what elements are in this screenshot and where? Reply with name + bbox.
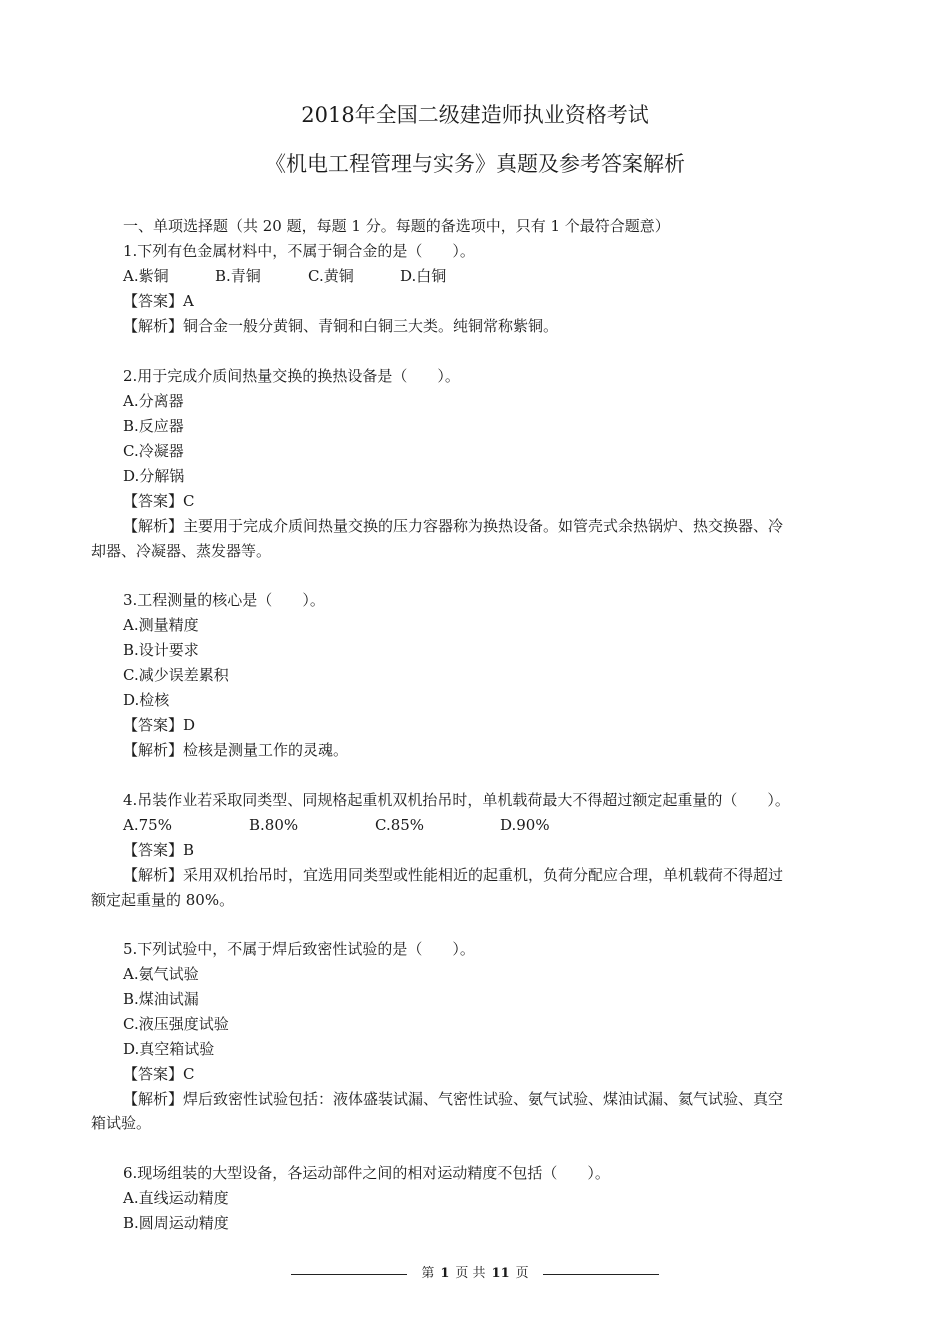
question-5-answer: 【答案】C [123, 1065, 195, 1083]
question-4-analysis-line-2: 额定起重量的 80%。 [91, 891, 235, 909]
question-3-analysis: 【解析】检核是测量工作的灵魂。 [123, 741, 349, 759]
footer-suffix: 页 [515, 1266, 529, 1281]
page-footer [0, 1265, 950, 1283]
question-2-analysis-line-1: 【解析】主要用于完成介质间热量交换的压力容器称为换热设备。如管壳式余热锅炉、热交换器、冷 [123, 517, 784, 535]
question-6-option-b: B.圆周运动精度 [123, 1214, 229, 1232]
document-title: 2018年全国二级建造师执业资格考试 [301, 103, 649, 127]
question-4-answer: 【答案】B [123, 841, 195, 859]
question-4-option-a: A.75% [123, 816, 172, 834]
question-2-stem: 2.用于完成介质间热量交换的换热设备是（ ）。 [123, 367, 460, 385]
footer-prefix: 第 [421, 1266, 435, 1281]
question-3-option-c: C.减少误差累积 [123, 666, 229, 684]
question-4-options [123, 815, 550, 835]
question-5-option-b: B.煤油试漏 [123, 990, 199, 1008]
document-subtitle: 《机电工程管理与实务》真题及参考答案解析 [265, 152, 685, 176]
question-2-analysis-line-2: 却器、冷凝器、蒸发器等。 [91, 542, 272, 560]
footer-middle: 页 共 [455, 1266, 486, 1281]
question-1-analysis: 【解析】铜合金一般分黄铜、青铜和白铜三大类。纯铜常称紫铜。 [123, 317, 559, 335]
question-5-stem: 5.下列试验中，不属于焊后致密性试验的是（ ）。 [123, 940, 475, 958]
question-1-option-c: C.黄铜 [308, 267, 354, 285]
question-3-option-b: B.设计要求 [123, 641, 199, 659]
question-5-analysis-line-1: 【解析】焊后致密性试验包括：液体盛装试漏、气密性试验、氨气试验、煤油试漏、氦气试验、真空 [123, 1090, 784, 1108]
question-6-stem: 6.现场组装的大型设备，各运动部件之间的相对运动精度不包括（ ）。 [123, 1164, 610, 1182]
question-5-option-a: A.氨气试验 [123, 965, 199, 983]
question-1-option-a: A.紫铜 [123, 267, 169, 285]
question-2-option-d: D.分解锅 [123, 467, 185, 485]
footer-current-page: 1 [440, 1266, 450, 1281]
footer-rule-left [291, 1274, 407, 1275]
question-4-option-b: B.80% [249, 816, 299, 834]
footer-total-pages: 11 [491, 1266, 510, 1281]
question-2-option-b: B.反应器 [123, 417, 184, 435]
section-heading: 一、单项选择题（共 20 题，每题 1 分。每题的备选项中，只有 1 个最符合题意） [123, 217, 670, 235]
question-5-option-c: C.液压强度试验 [123, 1015, 229, 1033]
question-4-option-c: C.85% [375, 816, 425, 834]
question-2-answer: 【答案】C [123, 492, 195, 510]
question-5-analysis-line-2: 箱试验。 [91, 1114, 152, 1132]
question-6-option-a: A.直线运动精度 [123, 1189, 229, 1207]
question-4-stem: 4.吊装作业若采取同类型、同规格起重机双机抬吊时，单机载荷最大不得超过额定起重量的（ ）。 [123, 791, 790, 809]
question-1-option-b: B.青铜 [215, 267, 261, 285]
question-1-stem: 1.下列有色金属材料中，不属于铜合金的是（ ）。 [123, 242, 475, 260]
question-1-answer: 【答案】A [123, 292, 194, 310]
question-1-option-d: D.白铜 [400, 267, 447, 285]
question-4-analysis-line-1: 【解析】采用双机抬吊时，宜选用同类型或性能相近的起重机，负荷分配应合理，单机载荷不得超过 [123, 866, 784, 884]
question-3-option-d: D.检核 [123, 691, 170, 709]
footer-rule-right [543, 1274, 659, 1275]
question-4-option-d: D.90% [500, 816, 550, 834]
question-2-option-c: C.冷凝器 [123, 442, 184, 460]
question-1-options [123, 266, 446, 286]
question-3-answer: 【答案】D [123, 716, 196, 734]
question-3-option-a: A.测量精度 [123, 616, 199, 634]
question-3-stem: 3.工程测量的核心是（ ）。 [123, 591, 325, 609]
question-2-option-a: A.分离器 [123, 392, 184, 410]
question-5-option-d: D.真空箱试验 [123, 1040, 215, 1058]
